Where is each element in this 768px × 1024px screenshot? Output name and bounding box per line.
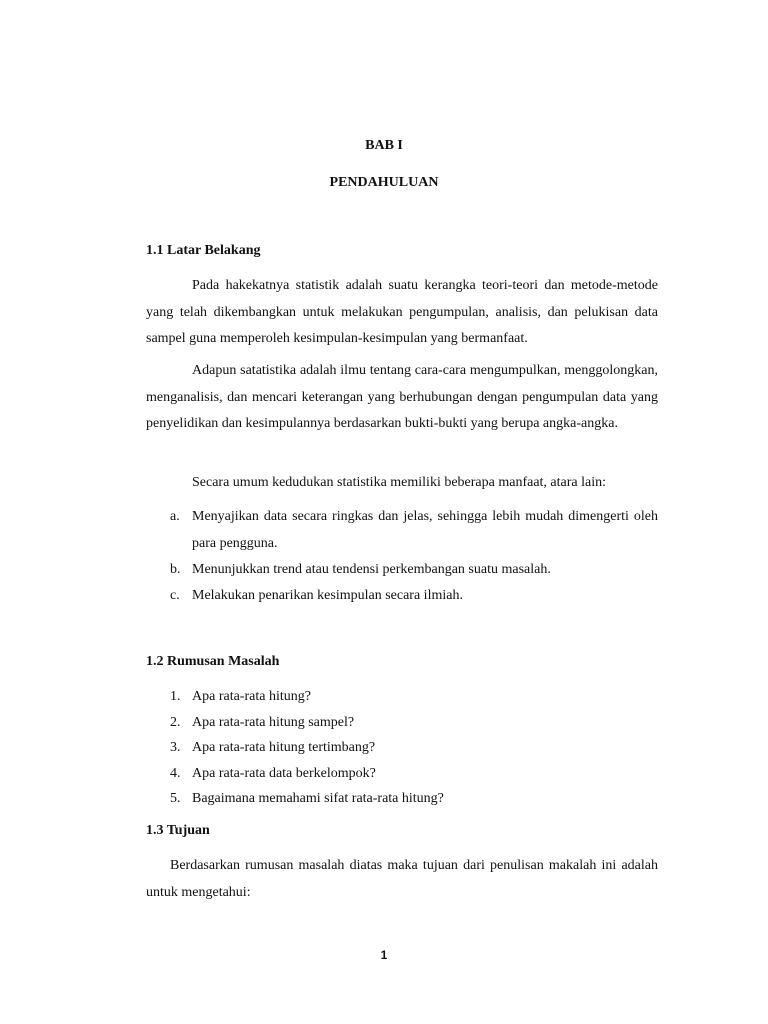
list-marker: c.: [170, 587, 180, 603]
list-item: [146, 684, 658, 710]
list-marker: 2.: [170, 714, 181, 730]
paragraph-latar-belakang-1: Pada hakekatnya statistik adalah suatu kerangka teori-teori dan metode-metode yang telah dikembangkan untuk melakukan pengumpulan, analisis, dan pelukisan data sampel guna memperoleh kesimpulan-kesimpulan yang bermanfaat.: [146, 278, 658, 347]
section-heading-rumusan-masalah: 1.2 Rumusan Masalah: [146, 654, 280, 669]
list-item-text: Menunjukkan trend atau tendensi perkembangan suatu masalah.: [192, 562, 551, 577]
list-item-text: Apa rata-rata hitung sampel?: [192, 714, 355, 730]
list-item-text: Melakukan penarikan kesimpulan secara ilmiah.: [192, 587, 463, 603]
list-item-text: Apa rata-rata data berkelompok?: [192, 765, 376, 781]
list-item: [146, 735, 658, 761]
rumusan-masalah-list: [146, 684, 658, 812]
list-marker: b.: [170, 562, 181, 577]
manfaat-list: [146, 503, 658, 608]
list-marker: a.: [170, 509, 180, 524]
list-marker: 5.: [170, 791, 181, 806]
list-item-text: Apa rata-rata hitung tertimbang?: [192, 740, 376, 755]
list-item-text: Menyajikan data secara ringkas dan jelas, sehingga lebih mudah dimengerti oleh para pengguna.: [192, 509, 658, 551]
list-marker: 3.: [170, 740, 181, 755]
paragraph-tujuan-1: Berdasarkan rumusan masalah diatas maka tujuan dari penulisan makalah ini adalah untuk mengetahui:: [146, 858, 658, 900]
paragraph-latar-belakang-2: Adapun satatistika adalah ilmu tentang cara-cara mengumpulkan, menggolongkan, menganalisis, dan mencari keterangan yang berhubungan dengan pengumpulan data yang penyelidikan dan kesimpulannya berdasarkan bukti-bukti yang berupa angka-angka.: [146, 363, 658, 432]
chapter-label: BAB I: [365, 138, 403, 153]
list-item: [146, 503, 658, 557]
list-item: [146, 583, 658, 609]
list-item: [146, 557, 658, 583]
section-heading-latar-belakang: 1.1 Latar Belakang: [146, 243, 261, 258]
page-number: 1: [380, 948, 388, 962]
list-marker: 4.: [170, 765, 181, 781]
list-item-text: Bagaimana memahami sifat rata-rata hitung?: [192, 791, 444, 806]
list-marker: 1.: [170, 689, 181, 704]
list-item-text: Apa rata-rata hitung?: [192, 689, 311, 704]
list-item: [146, 761, 658, 787]
section-heading-tujuan: 1.3 Tujuan: [146, 823, 210, 838]
paragraph-latar-belakang-3: Secara umum kedudukan statistika memiliki beberapa manfaat, atara lain:: [192, 475, 607, 490]
chapter-title: PENDAHULUAN: [329, 175, 439, 190]
list-item: [146, 786, 658, 812]
list-item: [146, 710, 658, 736]
